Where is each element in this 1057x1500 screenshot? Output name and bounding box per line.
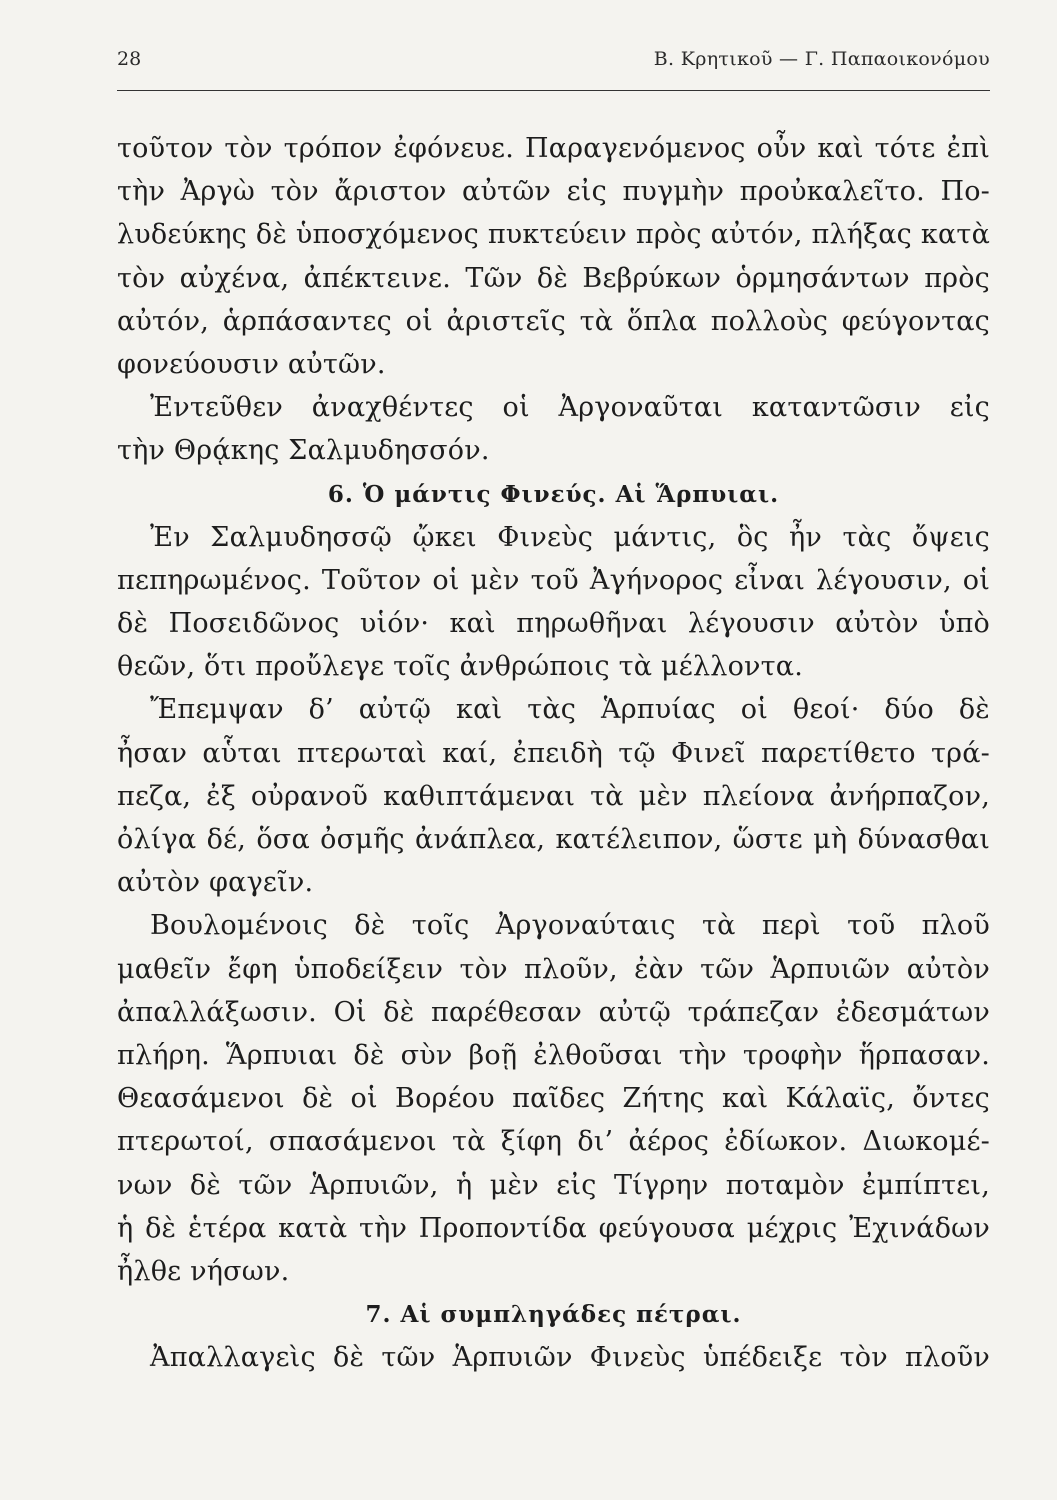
text-line: ἡ δὲ ἑτέρα κατὰ τὴν Προποντίδα φεύγουσα μέχρις Ἐχινάδων (117, 1212, 990, 1244)
text-line: τοῦτον τὸν τρόπον ἐφόνευε. Παραγενόμενος οὖν καὶ τότε ἐπὶ (117, 133, 990, 164)
running-head: Β. Κρητικοῦ — Γ. Παπαοικονόμου (653, 48, 990, 70)
text-line: αὐτόν, ἁρπάσαντες οἱ ἀριστεῖς τὰ ὅπλα πολλοὺς φεύγοντας (117, 305, 990, 337)
page-number: 28 (117, 48, 142, 70)
text-line: πτερωτοί, σπασάμενοι τὰ ξίφη δι’ ἀέρος ἐδίωκον. Διωκομέ- (117, 1126, 990, 1158)
text-line: πλήρη. Ἅρπυιαι δὲ σὺν βοῇ ἐλθοῦσαι τὴν τροφὴν ἥρπασαν. (117, 1039, 990, 1071)
text-line: τὸν αὐχένα, ἀπέκτεινε. Τῶν δὲ Βεβρύκων ὁρμησάντων πρὸς (117, 262, 990, 294)
text-line: ὀλίγα δέ, ὅσα ὀσμῆς ἀνάπλεα, κατέλειπον, ὥστε μὴ δύνασθαι (117, 824, 990, 855)
text-line: Ἐντεῦθεν ἀναχθέντες οἱ Ἀργοναῦται καταντῶσιν εἰς (150, 392, 990, 424)
header-rule (117, 90, 990, 91)
text-line: Βουλομένοις δὲ τοῖς Ἀργοναύταις τὰ περὶ τοῦ πλοῦ (150, 910, 990, 942)
text-line: τὴν Ἀργὼ τὸν ἄριστον αὐτῶν εἰς πυγμὴν προὐκαλεῖτο. Πο- (117, 176, 990, 208)
text-line: ἦσαν αὗται πτερωταὶ καί, ἐπειδὴ τῷ Φινεῖ παρετίθετο τρά- (117, 737, 990, 769)
text-line: Θεασάμενοι δὲ οἱ Βορέου παῖδες Ζήτης καὶ Κάλαϊς, ὄντες (117, 1083, 990, 1115)
text-line: ἦλθε νήσων. (117, 1255, 290, 1287)
text-line: νων δὲ τῶν Ἁρπυιῶν, ἡ μὲν εἰς Τίγρην ποταμὸν ἐμπίπτει, (117, 1169, 990, 1201)
text-line: φονεύουσιν αὐτῶν. (117, 348, 386, 380)
text-line: ἀπαλλάξωσιν. Οἱ δὲ παρέθεσαν αὐτῷ τράπεζαν ἐδεσμάτων (117, 996, 990, 1028)
text-line: μαθεῖν ἔφη ὑποδείξειν τὸν πλοῦν, ἐὰν τῶν Ἁρπυιῶν αὐτὸν (117, 953, 990, 985)
text-line: θεῶν, ὅτι προὔλεγε τοῖς ἀνθρώποις τὰ μέλλοντα. (117, 651, 803, 683)
text-line: δὲ Ποσειδῶνος υἱόν· καὶ πηρωθῆναι λέγουσιν αὐτὸν ὑπὸ (117, 608, 990, 640)
text-line: Ἐν Σαλμυδησσῷ ᾤκει Φινεὺς μάντις, ὃς ἦν τὰς ὄψεις (150, 521, 990, 553)
text-line: αὐτὸν φαγεῖν. (117, 867, 314, 899)
text-line: Ἀπαλλαγεὶς δὲ τῶν Ἁρπυιῶν Φινεὺς ὑπέδειξε τὸν πλοῦν (150, 1342, 990, 1374)
text-line: πεζα, ἐξ οὐρανοῦ καθιπτάμεναι τὰ μὲν πλείονα ἀνήρπαζον, (117, 780, 990, 812)
text-line: πεπηρωμένος. Τοῦτον οἱ μὲν τοῦ Ἀγήνορος εἶναι λέγουσιν, οἱ (117, 564, 990, 596)
text-line: Ἔπεμψαν δ’ αὐτῷ καὶ τὰς Ἁρπυίας οἱ θεοί· δύο δὲ (150, 694, 990, 726)
section-heading: 6. Ὁ μάντις Φινεύς. Αἱ Ἅρπυιαι. (327, 480, 780, 508)
text-line: λυδεύκης δὲ ὑποσχόμενος πυκτεύειν πρὸς αὐτόν, πλήξας κατὰ (117, 219, 990, 251)
page-header (117, 48, 990, 78)
text-line: τὴν Θρᾴκης Σαλμυδησσόν. (117, 435, 490, 467)
section-heading: 7. Αἱ συμπληγάδες πέτραι. (365, 1301, 742, 1329)
body-text (117, 127, 990, 1379)
